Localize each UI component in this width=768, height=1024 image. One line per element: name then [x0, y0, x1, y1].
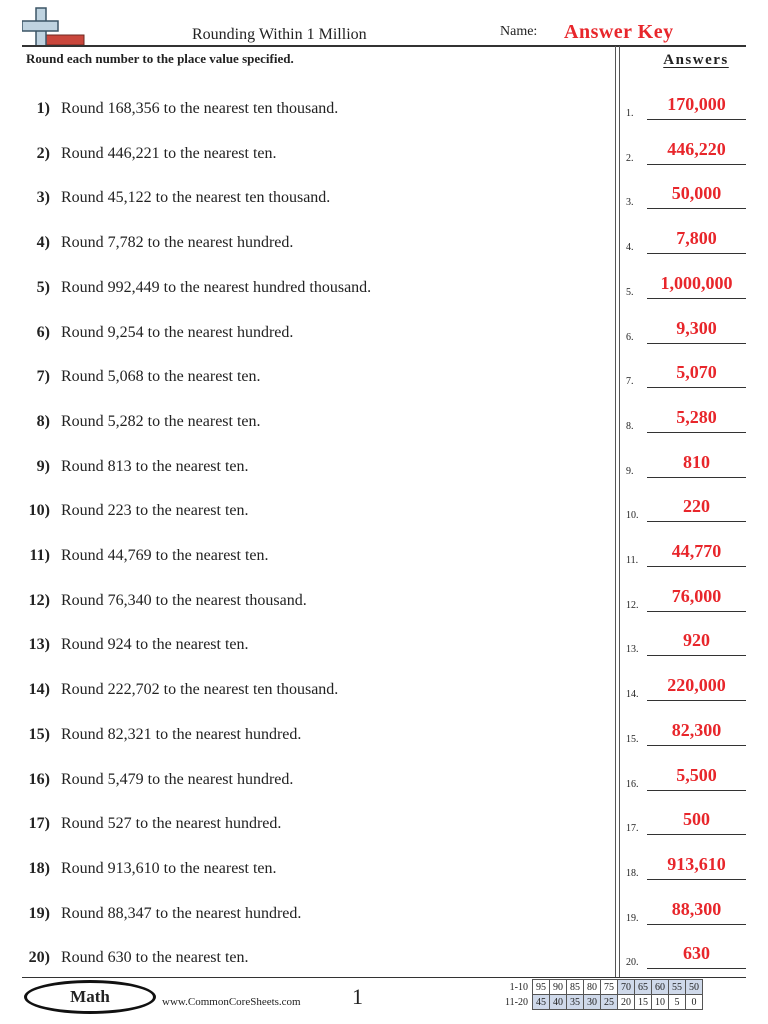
- question-text: Round 9,254 to the nearest hundred.: [61, 323, 294, 341]
- question-number: 3): [36, 189, 50, 207]
- question-number: 6): [36, 323, 50, 341]
- question-number: 5): [36, 278, 50, 296]
- question-number: 15): [28, 725, 50, 743]
- question-number: 13): [28, 636, 50, 654]
- answer-line: [647, 611, 746, 612]
- answer-line: [647, 521, 746, 522]
- footer-divider: [22, 977, 746, 978]
- score-cell: 70: [618, 980, 635, 995]
- answer-line: [647, 298, 746, 299]
- answer-number: 8.: [626, 420, 634, 432]
- answers-heading: Answers: [663, 52, 729, 68]
- answer-line: [647, 879, 746, 880]
- question-text: Round 44,769 to the nearest ten.: [61, 547, 269, 564]
- answer-line: [647, 343, 746, 344]
- answer-row: [626, 542, 746, 566]
- score-cell: 90: [550, 980, 567, 995]
- question-text: Round 924 to the nearest ten.: [61, 636, 249, 654]
- score-cell: 40: [550, 995, 567, 1010]
- answer-line: [647, 968, 746, 969]
- answer-line: [647, 208, 746, 209]
- answer-line: [647, 924, 746, 925]
- question-number: 18): [28, 859, 50, 877]
- footer-url: www.CommonCoreSheets.com: [162, 996, 301, 1008]
- score-cell: 35: [567, 995, 584, 1010]
- score-row: [500, 995, 703, 1010]
- answer-number: 20.: [626, 957, 639, 969]
- question-number: 4): [36, 234, 50, 252]
- answer-value: 920: [683, 630, 710, 651]
- question-text: Round 913,610 to the nearest ten.: [61, 859, 277, 877]
- answer-row: [626, 766, 746, 790]
- question-number: 19): [28, 904, 50, 922]
- answer-value: 810: [683, 451, 710, 472]
- question-text: Round 82,321 to the nearest hundred.: [61, 725, 302, 743]
- answer-number: 17.: [626, 823, 639, 835]
- question-number: 10): [28, 502, 50, 520]
- question-number: 7): [36, 368, 50, 386]
- score-cell: 45: [533, 995, 550, 1010]
- answer-value: 9,300: [676, 317, 717, 338]
- question-text: Round 223 to the nearest ten.: [61, 502, 249, 520]
- question-text: Round 5,479 to the nearest hundred.: [61, 770, 294, 788]
- answer-value: 630: [683, 943, 710, 964]
- score-range-label: 1-10: [509, 981, 528, 993]
- answer-line: [647, 655, 746, 656]
- answer-line: [647, 432, 746, 433]
- question-text: Round 5,068 to the nearest ten.: [61, 368, 261, 386]
- answer-number: 4.: [626, 242, 634, 254]
- question-number: 2): [36, 144, 50, 162]
- answer-value: 5,500: [676, 764, 717, 785]
- answer-row: [626, 229, 746, 253]
- answer-line: [647, 834, 746, 835]
- question-text: Round 168,356 to the nearest ten thousand.: [61, 100, 339, 117]
- score-cell: 25: [601, 995, 618, 1010]
- question-number: 11): [29, 547, 50, 564]
- answer-line: [647, 119, 746, 120]
- answer-number: 9.: [626, 465, 634, 477]
- question-text: Round 76,340 to the nearest thousand.: [61, 591, 307, 609]
- question-number: 1): [36, 100, 50, 117]
- question-number: 16): [28, 770, 50, 788]
- answer-row: [626, 497, 746, 521]
- answer-row: [626, 140, 746, 164]
- answer-value: 7,800: [676, 228, 717, 249]
- answer-value: 1,000,000: [660, 272, 733, 293]
- answer-row: [626, 363, 746, 387]
- score-cell: 20: [618, 995, 635, 1010]
- answer-row: [626, 453, 746, 477]
- answer-number: 16.: [626, 778, 639, 790]
- score-cell: 50: [686, 980, 703, 995]
- answer-value: 170,000: [667, 94, 726, 114]
- answer-number: 12.: [626, 599, 639, 611]
- question-number: 20): [28, 949, 50, 967]
- answer-line: [647, 790, 746, 791]
- answer-number: 7.: [626, 376, 634, 388]
- question-text: Round 88,347 to the nearest hundred.: [61, 904, 302, 922]
- worksheet-title: Rounding Within 1 Million: [192, 26, 367, 43]
- question-text: Round 813 to the nearest ten.: [61, 457, 249, 475]
- answer-number: 5.: [626, 286, 634, 298]
- math-sheet-logo: [22, 6, 86, 48]
- answer-value: 44,770: [671, 541, 722, 561]
- answer-value: 5,280: [676, 406, 717, 427]
- column-divider-right: [619, 46, 620, 977]
- score-table: [500, 979, 703, 1010]
- question-number: 8): [36, 412, 50, 430]
- answer-value: 913,610: [667, 853, 726, 874]
- answer-value: 5,070: [676, 362, 717, 383]
- answer-number: 2.: [626, 152, 634, 164]
- answer-value: 500: [683, 809, 710, 830]
- question-text: Round 527 to the nearest hundred.: [61, 815, 282, 833]
- answer-row: [626, 676, 746, 700]
- answer-row: [626, 900, 746, 924]
- score-cell: 85: [567, 980, 584, 995]
- answer-row: [626, 944, 746, 968]
- answer-line: [647, 387, 746, 388]
- answer-line: [647, 253, 746, 254]
- answer-line: [647, 566, 746, 567]
- score-range-label: 11-20: [505, 996, 528, 1008]
- question-number: 14): [28, 681, 50, 699]
- name-value: Answer Key: [564, 21, 674, 43]
- answer-row: [626, 631, 746, 655]
- score-cell: 60: [652, 980, 669, 995]
- answer-row: [626, 721, 746, 745]
- answer-number: 18.: [626, 867, 639, 879]
- question-text: Round 7,782 to the nearest hundred.: [61, 234, 294, 252]
- score-row: [500, 980, 703, 995]
- instructions: Round each number to the place value specified.: [26, 51, 294, 66]
- answer-number: 3.: [626, 197, 634, 209]
- score-cell: 95: [533, 980, 550, 995]
- answer-line: [647, 164, 746, 165]
- answer-value: 220,000: [667, 675, 726, 696]
- answer-value: 82,300: [671, 719, 722, 740]
- score-cell: 15: [635, 995, 652, 1010]
- question-number: 17): [28, 815, 50, 833]
- math-brand-badge: Math: [24, 980, 156, 1014]
- answer-row: [626, 274, 746, 298]
- column-divider-left: [615, 46, 616, 977]
- answer-row: [626, 184, 746, 208]
- question-text: Round 992,449 to the nearest hundred thousand.: [61, 278, 372, 296]
- answer-value: 220: [683, 496, 710, 517]
- score-cell: 55: [669, 980, 686, 995]
- answer-number: 11.: [626, 555, 639, 566]
- answer-number: 15.: [626, 733, 639, 745]
- answer-value: 446,220: [667, 138, 726, 159]
- question-text: Round 630 to the nearest ten.: [61, 949, 249, 967]
- answer-number: 1.: [626, 108, 634, 119]
- answer-number: 14.: [626, 689, 639, 701]
- score-cell: 0: [686, 995, 703, 1010]
- answer-row: [626, 319, 746, 343]
- score-cell: 65: [635, 980, 652, 995]
- question-number: 12): [28, 591, 50, 609]
- answer-value: 50,000: [671, 183, 722, 204]
- page-number: 1: [352, 984, 363, 1009]
- score-cell: 5: [669, 995, 686, 1010]
- question-text: Round 5,282 to the nearest ten.: [61, 412, 261, 430]
- question-text: Round 222,702 to the nearest ten thousand.: [61, 681, 339, 699]
- answer-row: [626, 855, 746, 879]
- name-label: Name:: [500, 24, 538, 39]
- question-number: 9): [36, 457, 50, 475]
- score-cell: 10: [652, 995, 669, 1010]
- answer-number: 19.: [626, 912, 639, 924]
- question-text: Round 45,122 to the nearest ten thousand.: [61, 189, 331, 207]
- header-divider: [22, 45, 746, 47]
- score-cell: 80: [584, 980, 601, 995]
- answer-value: 88,300: [671, 898, 722, 919]
- answer-line: [647, 700, 746, 701]
- answer-line: [647, 477, 746, 478]
- answer-number: 10.: [626, 510, 639, 522]
- score-cell: 75: [601, 980, 618, 995]
- answer-number: 13.: [626, 644, 639, 656]
- answer-row: [626, 810, 746, 834]
- answer-row: [626, 587, 746, 611]
- answer-line: [647, 745, 746, 746]
- answer-row: [626, 408, 746, 432]
- question-text: Round 446,221 to the nearest ten.: [61, 144, 277, 162]
- answer-row: [626, 95, 746, 119]
- answer-value: 76,000: [671, 585, 722, 606]
- score-cell: 30: [584, 995, 601, 1010]
- answer-number: 6.: [626, 331, 634, 343]
